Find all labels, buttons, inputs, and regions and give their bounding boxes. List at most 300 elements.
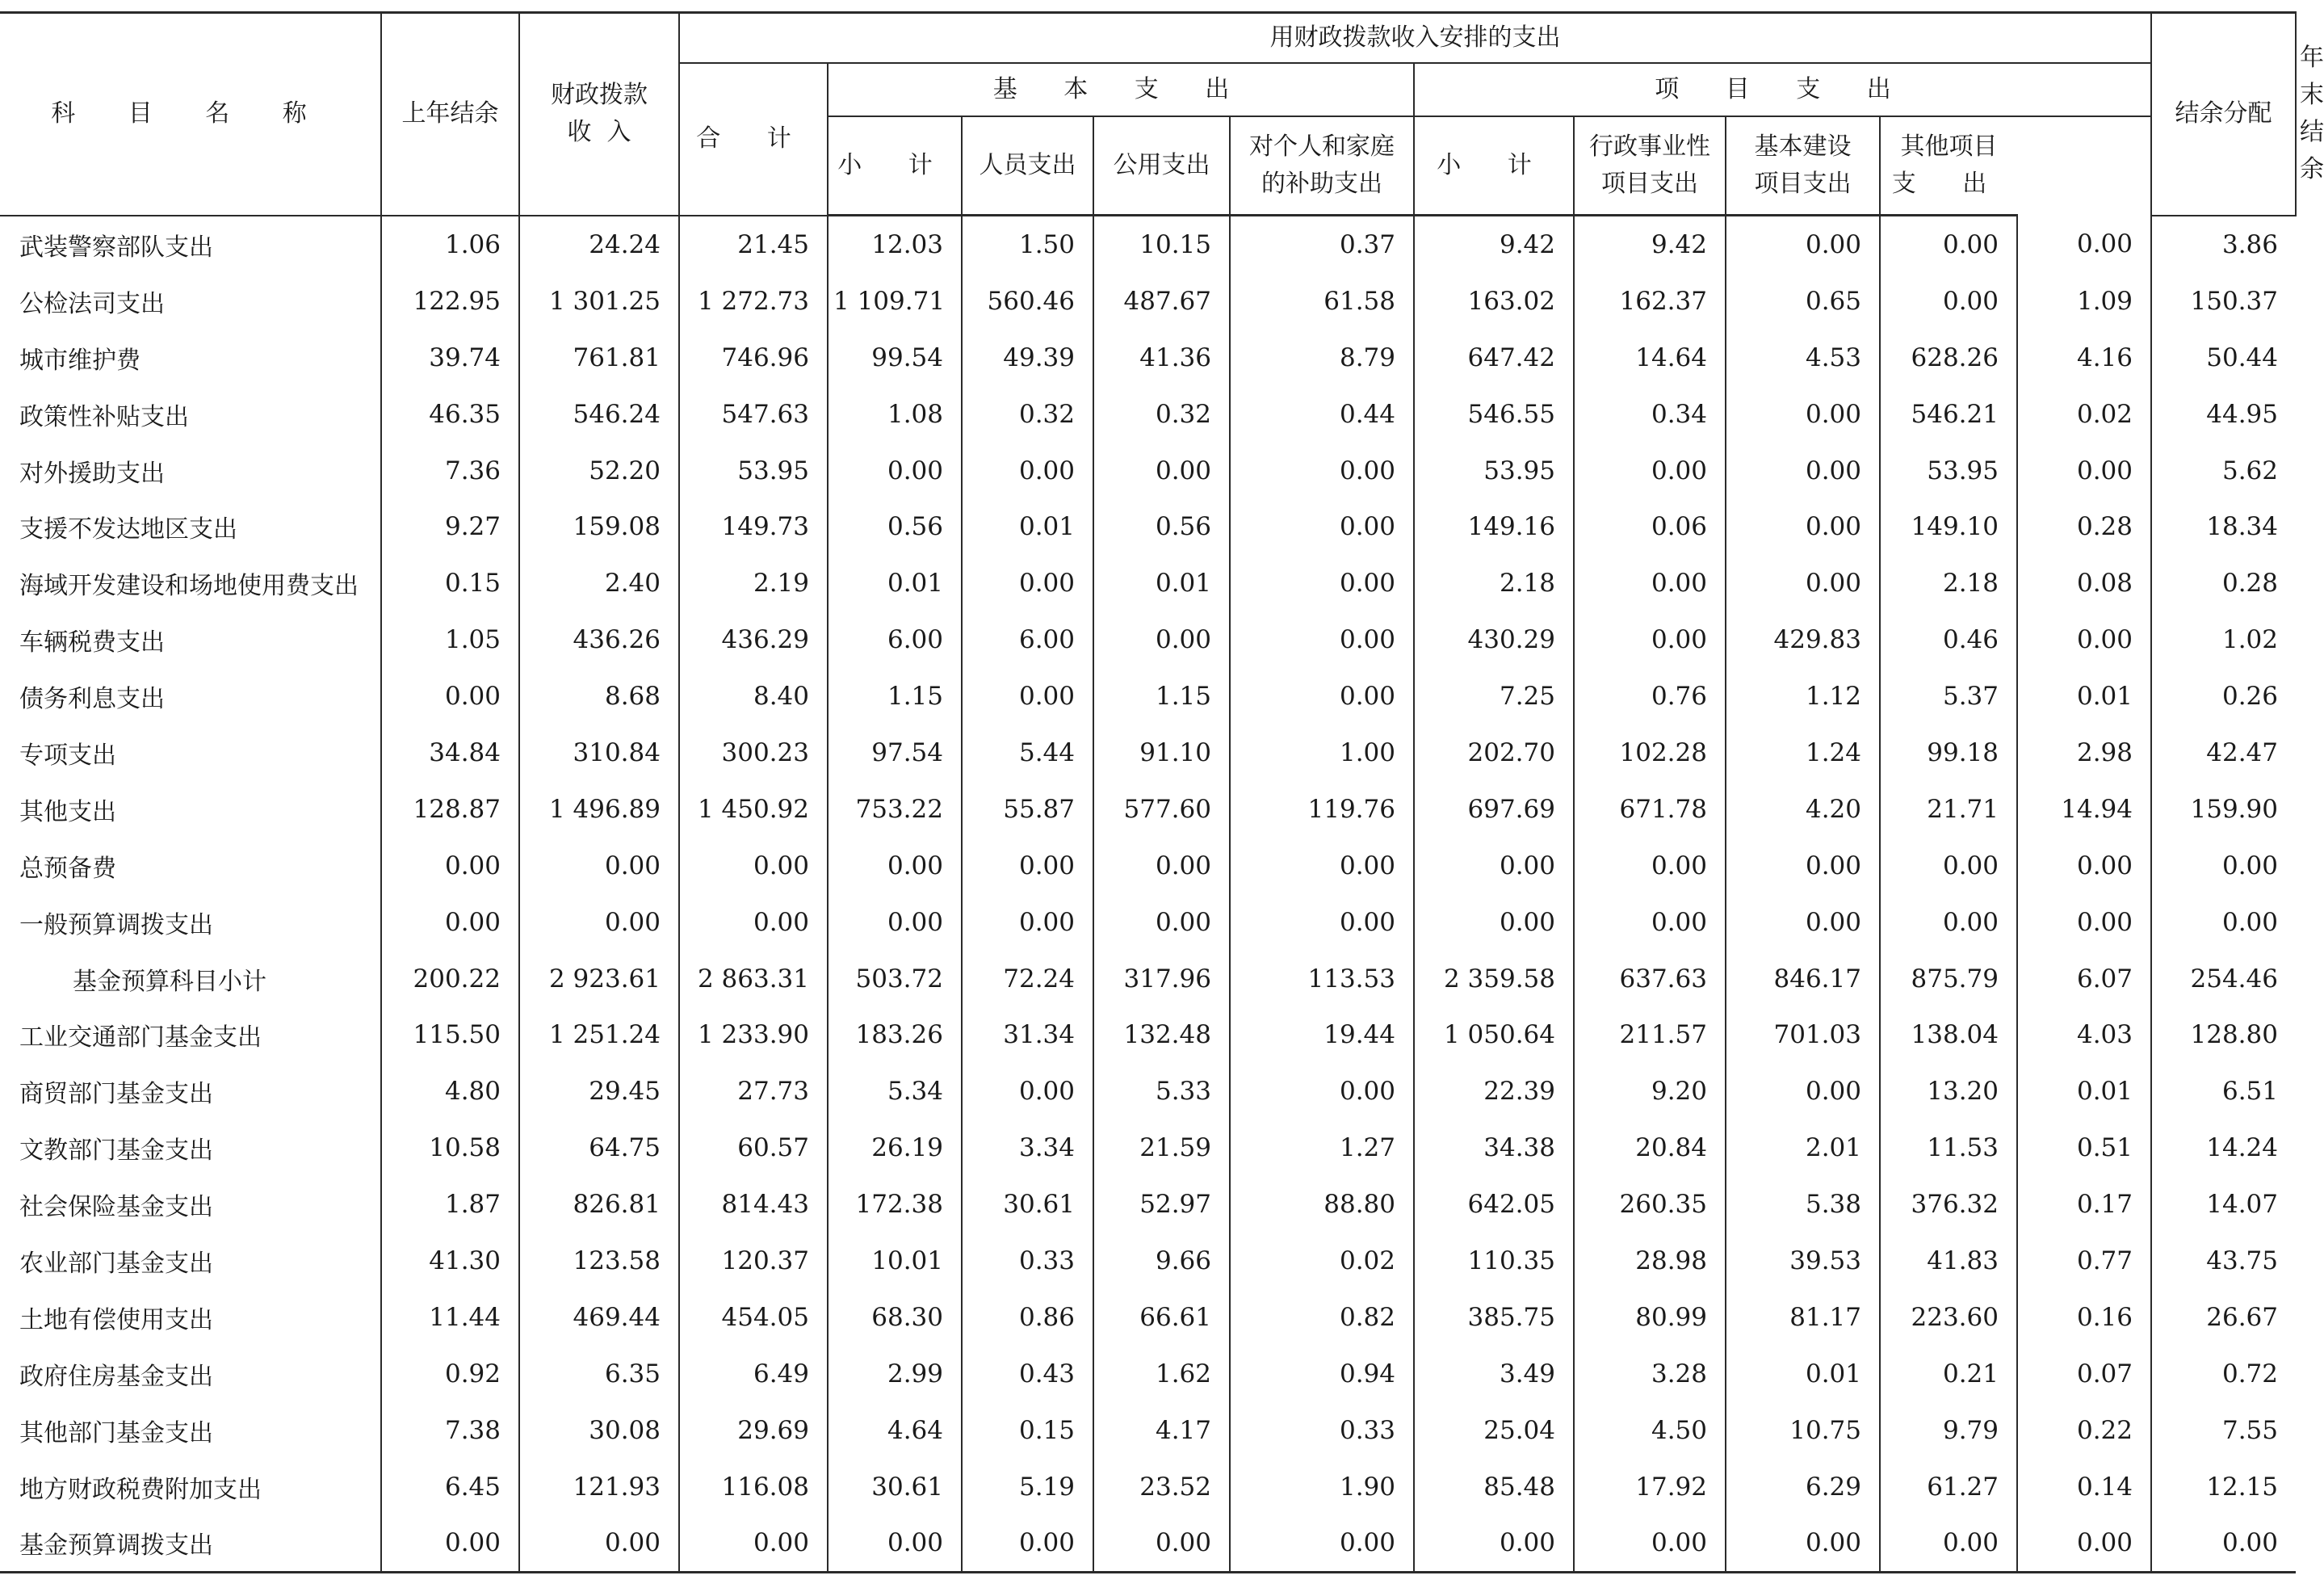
row-value-cell: 1 251.24 — [519, 1006, 679, 1063]
row-value-cell: 8.79 — [1230, 330, 1414, 386]
row-value-cell: 1.06 — [381, 216, 519, 273]
row-subject-name: 一般预算调拨支出 — [19, 910, 213, 939]
row-value-cell: 0.51 — [2017, 1120, 2151, 1176]
row-subject-name: 其他部门基金支出 — [19, 1418, 213, 1447]
row-value-cell: 503.72 — [828, 951, 962, 1007]
row-value-cell: 0.00 — [381, 838, 519, 894]
row-value-cell: 0.28 — [2017, 498, 2151, 555]
row-value-cell: 0.01 — [2017, 668, 2151, 725]
row-value-cell: 560.46 — [962, 273, 1093, 330]
row-value-cell: 7.36 — [381, 443, 519, 499]
row-value-cell: 0.00 — [1414, 894, 1574, 951]
row-value-cell: 17.92 — [1574, 1459, 1726, 1515]
row-value-cell: 99.54 — [828, 330, 962, 386]
row-value-cell: 102.28 — [1574, 725, 1726, 781]
row-value-cell: 115.50 — [381, 1006, 519, 1063]
row-value-cell: 846.17 — [1726, 951, 1880, 1007]
header-project-subtotal: 小 计 — [1414, 116, 1574, 216]
row-value-cell: 119.76 — [1230, 781, 1414, 838]
row-value-cell: 0.01 — [962, 498, 1093, 555]
row-value-cell: 0.32 — [1093, 386, 1230, 443]
header-subject-name: 科 目 名 称 — [0, 13, 381, 216]
row-value-cell: 34.84 — [381, 725, 519, 781]
row-subject-name: 工业交通部门基金支出 — [19, 1023, 262, 1052]
row-value-cell: 43.75 — [2151, 1233, 2296, 1289]
row-value-cell: 159.08 — [519, 498, 679, 555]
row-value-cell: 85.48 — [1414, 1459, 1574, 1515]
row-value-cell: 2.01 — [1726, 1120, 1880, 1176]
row-subject-name: 农业部门基金支出 — [19, 1249, 213, 1278]
row-value-cell: 5.19 — [962, 1459, 1093, 1515]
row-subject-name: 对外援助支出 — [19, 459, 165, 488]
row-value-cell: 19.44 — [1230, 1006, 1414, 1063]
row-value-cell: 9.20 — [1574, 1063, 1726, 1120]
row-value-cell: 10.01 — [828, 1233, 962, 1289]
row-value-cell: 436.26 — [519, 611, 679, 668]
table-row — [0, 443, 2296, 499]
table-row — [0, 555, 2296, 611]
row-value-cell: 10.15 — [1093, 216, 1230, 273]
row-value-cell: 0.16 — [2017, 1289, 2151, 1346]
row-subject-name: 总预备费 — [19, 854, 116, 883]
row-value-cell: 1.15 — [828, 668, 962, 725]
row-value-cell: 260.35 — [1574, 1176, 1726, 1233]
row-value-cell: 30.61 — [962, 1176, 1093, 1233]
row-value-cell: 254.46 — [2151, 951, 2296, 1007]
header-fiscal-income: 财政拨款 收 入 — [519, 13, 679, 216]
row-value-cell: 0.00 — [519, 838, 679, 894]
row-value-cell: 2 359.58 — [1414, 951, 1574, 1007]
row-value-cell: 0.15 — [381, 555, 519, 611]
row-value-cell: 1 233.90 — [679, 1006, 828, 1063]
row-value-cell: 1.09 — [2017, 273, 2151, 330]
row-value-cell: 4.03 — [2017, 1006, 2151, 1063]
row-value-cell: 0.32 — [962, 386, 1093, 443]
row-value-cell: 0.00 — [1574, 1514, 1726, 1572]
row-value-cell: 21.71 — [1880, 781, 2017, 838]
row-subject-name: 车辆税费支出 — [19, 628, 165, 657]
row-value-cell: 0.00 — [1574, 838, 1726, 894]
row-value-cell: 454.05 — [679, 1289, 828, 1346]
row-value-cell: 0.33 — [962, 1233, 1093, 1289]
row-value-cell: 200.22 — [381, 951, 519, 1007]
row-value-cell: 0.00 — [2151, 894, 2296, 951]
row-value-cell: 52.97 — [1093, 1176, 1230, 1233]
row-value-cell: 0.00 — [1726, 838, 1880, 894]
row-value-cell: 1 109.71 — [828, 273, 962, 330]
row-value-cell: 0.00 — [1574, 443, 1726, 499]
row-value-cell: 128.87 — [381, 781, 519, 838]
row-value-cell: 5.38 — [1726, 1176, 1880, 1233]
row-value-cell: 0.00 — [679, 894, 828, 951]
row-value-cell: 14.24 — [2151, 1120, 2296, 1176]
row-value-cell: 14.64 — [1574, 330, 1726, 386]
table-row — [0, 386, 2296, 443]
header-other-project: 其他项目 支 出 — [1880, 116, 2017, 216]
row-value-cell: 0.00 — [381, 894, 519, 951]
row-value-cell: 3.34 — [962, 1120, 1093, 1176]
row-value-cell: 300.23 — [679, 725, 828, 781]
row-value-cell: 1.24 — [1726, 725, 1880, 781]
row-value-cell: 0.46 — [1880, 611, 2017, 668]
row-value-cell: 25.04 — [1414, 1402, 1574, 1459]
row-subject-name: 文教部门基金支出 — [19, 1136, 213, 1166]
row-value-cell: 0.00 — [2017, 1514, 2151, 1572]
row-value-cell: 0.28 — [2151, 555, 2296, 611]
row-value-cell: 211.57 — [1574, 1006, 1726, 1063]
row-value-cell: 7.55 — [2151, 1402, 2296, 1459]
row-value-cell: 12.15 — [2151, 1459, 2296, 1515]
row-value-cell: 0.00 — [1093, 443, 1230, 499]
table-row — [0, 1459, 2296, 1515]
row-value-cell: 2.98 — [2017, 725, 2151, 781]
row-value-cell: 22.39 — [1414, 1063, 1574, 1120]
row-value-cell: 6.49 — [679, 1346, 828, 1402]
header-admin-project: 行政事业性 项目支出 — [1574, 116, 1726, 216]
table-row — [0, 1063, 2296, 1120]
row-value-cell: 52.20 — [519, 443, 679, 499]
table-row — [0, 838, 2296, 894]
row-value-cell: 21.59 — [1093, 1120, 1230, 1176]
row-value-cell: 223.60 — [1880, 1289, 2017, 1346]
row-value-cell: 149.10 — [1880, 498, 2017, 555]
header-personnel: 人员支出 — [962, 116, 1093, 216]
row-value-cell: 0.56 — [1093, 498, 1230, 555]
row-value-cell: 31.34 — [962, 1006, 1093, 1063]
row-value-cell: 7.38 — [381, 1402, 519, 1459]
row-value-cell: 91.10 — [1093, 725, 1230, 781]
row-value-cell: 24.24 — [519, 216, 679, 273]
row-value-cell: 546.55 — [1414, 386, 1574, 443]
row-value-cell: 0.00 — [1093, 894, 1230, 951]
row-value-cell: 10.58 — [381, 1120, 519, 1176]
row-value-cell: 0.00 — [1230, 443, 1414, 499]
row-value-cell: 0.65 — [1726, 273, 1880, 330]
row-value-cell: 0.77 — [2017, 1233, 2151, 1289]
row-value-cell: 81.17 — [1726, 1289, 1880, 1346]
row-value-cell: 0.00 — [962, 1063, 1093, 1120]
row-value-cell: 875.79 — [1880, 951, 2017, 1007]
row-value-cell: 0.15 — [962, 1402, 1093, 1459]
row-value-cell: 14.94 — [2017, 781, 2151, 838]
header-basic-group: 基 本 支 出 — [828, 63, 1414, 116]
row-value-cell: 61.58 — [1230, 273, 1414, 330]
header-subsidy: 对个人和家庭 的补助支出 — [1230, 116, 1414, 216]
row-value-cell: 0.00 — [1726, 386, 1880, 443]
row-value-cell: 64.75 — [519, 1120, 679, 1176]
row-value-cell: 149.73 — [679, 498, 828, 555]
row-value-cell: 5.62 — [2151, 443, 2296, 499]
row-value-cell: 0.92 — [381, 1346, 519, 1402]
row-value-cell: 0.00 — [2017, 838, 2151, 894]
row-subject-name: 基金预算科目小计 — [73, 967, 266, 996]
row-value-cell: 0.00 — [1230, 894, 1414, 951]
row-value-cell: 20.84 — [1574, 1120, 1726, 1176]
row-value-cell: 9.79 — [1880, 1402, 2017, 1459]
row-value-cell: 0.00 — [1230, 1063, 1414, 1120]
table-row — [0, 273, 2296, 330]
row-value-cell: 0.00 — [2017, 894, 2151, 951]
row-value-cell: 0.00 — [962, 555, 1093, 611]
row-value-cell: 53.95 — [1414, 443, 1574, 499]
row-value-cell: 5.33 — [1093, 1063, 1230, 1120]
row-value-cell: 647.42 — [1414, 330, 1574, 386]
row-subject-name: 公检法司支出 — [19, 289, 165, 318]
header-total: 合 计 — [679, 63, 828, 216]
table-row — [0, 1233, 2296, 1289]
table-row — [0, 951, 2296, 1007]
row-value-cell: 61.27 — [1880, 1459, 2017, 1515]
header-project-group: 项 目 支 出 — [1414, 63, 2151, 116]
row-value-cell: 18.34 — [2151, 498, 2296, 555]
row-value-cell: 1.08 — [828, 386, 962, 443]
row-value-cell: 0.00 — [1726, 1063, 1880, 1120]
row-subject-name: 社会保险基金支出 — [19, 1193, 213, 1222]
table-row — [0, 1006, 2296, 1063]
row-value-cell: 0.00 — [679, 838, 828, 894]
table-row — [0, 498, 2296, 555]
row-value-cell: 0.00 — [2151, 1514, 2296, 1572]
row-value-cell: 1.02 — [2151, 611, 2296, 668]
row-value-cell: 0.00 — [1880, 216, 2017, 273]
row-value-cell: 1 272.73 — [679, 273, 828, 330]
row-value-cell: 546.21 — [1880, 386, 2017, 443]
row-value-cell: 11.53 — [1880, 1120, 2017, 1176]
row-value-cell: 116.08 — [679, 1459, 828, 1515]
row-value-cell: 429.83 — [1726, 611, 1880, 668]
table-row — [0, 1402, 2296, 1459]
row-value-cell: 110.35 — [1414, 1233, 1574, 1289]
row-value-cell: 30.08 — [519, 1402, 679, 1459]
row-value-cell: 0.00 — [1726, 894, 1880, 951]
row-value-cell: 6.07 — [2017, 951, 2151, 1007]
row-value-cell: 3.28 — [1574, 1346, 1726, 1402]
row-subject-name: 政策性补贴支出 — [19, 402, 189, 431]
row-value-cell: 4.64 — [828, 1402, 962, 1459]
row-value-cell: 0.07 — [2017, 1346, 2151, 1402]
row-value-cell: 0.00 — [1230, 838, 1414, 894]
row-value-cell: 753.22 — [828, 781, 962, 838]
row-value-cell: 1.12 — [1726, 668, 1880, 725]
row-value-cell: 0.00 — [962, 668, 1093, 725]
row-value-cell: 9.42 — [1414, 216, 1574, 273]
table-row — [0, 725, 2296, 781]
table-row — [0, 611, 2296, 668]
row-value-cell: 317.96 — [1093, 951, 1230, 1007]
row-value-cell: 436.29 — [679, 611, 828, 668]
row-value-cell: 0.00 — [1230, 611, 1414, 668]
row-subject-name: 土地有偿使用支出 — [19, 1305, 213, 1334]
row-value-cell: 4.50 — [1574, 1402, 1726, 1459]
budget-expenditure-table — [0, 11, 2324, 1573]
row-value-cell: 0.00 — [1093, 1514, 1230, 1572]
row-value-cell: 546.24 — [519, 386, 679, 443]
row-value-cell: 0.00 — [1726, 498, 1880, 555]
row-value-cell: 6.00 — [962, 611, 1093, 668]
row-value-cell: 138.04 — [1880, 1006, 2017, 1063]
row-value-cell: 39.53 — [1726, 1233, 1880, 1289]
row-value-cell: 761.81 — [519, 330, 679, 386]
row-value-cell: 30.61 — [828, 1459, 962, 1515]
table-row — [0, 781, 2296, 838]
row-value-cell: 14.07 — [2151, 1176, 2296, 1233]
row-value-cell: 9.42 — [1574, 216, 1726, 273]
row-value-cell: 0.26 — [2151, 668, 2296, 725]
table-row — [0, 668, 2296, 725]
row-value-cell: 6.35 — [519, 1346, 679, 1402]
row-value-cell: 0.00 — [2017, 216, 2151, 273]
row-value-cell: 28.98 — [1574, 1233, 1726, 1289]
table-row — [0, 1514, 2296, 1572]
row-value-cell: 122.95 — [381, 273, 519, 330]
row-value-cell: 0.00 — [1574, 611, 1726, 668]
row-value-cell: 1.00 — [1230, 725, 1414, 781]
row-value-cell: 0.01 — [1093, 555, 1230, 611]
row-value-cell: 1.27 — [1230, 1120, 1414, 1176]
row-value-cell: 29.45 — [519, 1063, 679, 1120]
row-value-cell: 0.00 — [828, 894, 962, 951]
row-value-cell: 0.00 — [1230, 668, 1414, 725]
row-value-cell: 1 050.64 — [1414, 1006, 1574, 1063]
row-value-cell: 6.51 — [2151, 1063, 2296, 1120]
row-value-cell: 430.29 — [1414, 611, 1574, 668]
row-value-cell: 2 863.31 — [679, 951, 828, 1007]
row-value-cell: 0.00 — [1230, 555, 1414, 611]
row-value-cell: 0.00 — [679, 1514, 828, 1572]
row-value-cell: 1.15 — [1093, 668, 1230, 725]
row-value-cell: 0.00 — [962, 838, 1093, 894]
row-value-cell: 0.82 — [1230, 1289, 1414, 1346]
header-public: 公用支出 — [1093, 116, 1230, 216]
row-value-cell: 1.62 — [1093, 1346, 1230, 1402]
row-value-cell: 46.35 — [381, 386, 519, 443]
row-value-cell: 4.53 — [1726, 330, 1880, 386]
table-row — [0, 1289, 2296, 1346]
row-value-cell: 42.47 — [2151, 725, 2296, 781]
row-value-cell: 6.29 — [1726, 1459, 1880, 1515]
row-value-cell: 0.00 — [1574, 894, 1726, 951]
row-value-cell: 0.00 — [1574, 555, 1726, 611]
row-value-cell: 8.68 — [519, 668, 679, 725]
row-value-cell: 9.27 — [381, 498, 519, 555]
budget-expenditure-table-sheet — [0, 11, 2324, 1573]
row-value-cell: 0.00 — [828, 838, 962, 894]
row-value-cell: 0.00 — [962, 1514, 1093, 1572]
row-value-cell: 9.66 — [1093, 1233, 1230, 1289]
table-row — [0, 1346, 2296, 1402]
row-subject-name: 海域开发建设和场地使用费支出 — [19, 572, 359, 601]
row-value-cell: 0.00 — [1093, 611, 1230, 668]
row-value-cell: 0.00 — [1880, 1514, 2017, 1572]
row-value-cell: 0.21 — [1880, 1346, 2017, 1402]
row-subject-name: 城市维护费 — [19, 346, 141, 375]
row-value-cell: 577.60 — [1093, 781, 1230, 838]
row-value-cell: 97.54 — [828, 725, 962, 781]
table-row — [0, 330, 2296, 386]
row-value-cell: 50.44 — [2151, 330, 2296, 386]
row-subject-name: 支援不发达地区支出 — [19, 515, 237, 544]
row-value-cell: 2.19 — [679, 555, 828, 611]
row-value-cell: 26.19 — [828, 1120, 962, 1176]
row-value-cell: 0.00 — [828, 1514, 962, 1572]
row-value-cell: 2.99 — [828, 1346, 962, 1402]
row-value-cell: 1 450.92 — [679, 781, 828, 838]
row-value-cell: 27.73 — [679, 1063, 828, 1120]
row-value-cell: 1.87 — [381, 1176, 519, 1233]
row-value-cell: 547.63 — [679, 386, 828, 443]
row-value-cell: 149.16 — [1414, 498, 1574, 555]
table-row — [0, 894, 2296, 951]
row-value-cell: 23.52 — [1093, 1459, 1230, 1515]
row-value-cell: 128.80 — [2151, 1006, 2296, 1063]
row-value-cell: 41.30 — [381, 1233, 519, 1289]
row-value-cell: 29.69 — [679, 1402, 828, 1459]
row-value-cell: 6.45 — [381, 1459, 519, 1515]
row-subject-name: 专项支出 — [19, 741, 116, 770]
row-value-cell: 0.00 — [962, 894, 1093, 951]
row-value-cell: 2 923.61 — [519, 951, 679, 1007]
row-value-cell: 3.86 — [2151, 216, 2296, 273]
row-value-cell: 72.24 — [962, 951, 1093, 1007]
row-value-cell: 41.83 — [1880, 1233, 2017, 1289]
row-value-cell: 11.44 — [381, 1289, 519, 1346]
row-value-cell: 183.26 — [828, 1006, 962, 1063]
row-value-cell: 469.44 — [519, 1289, 679, 1346]
row-value-cell: 0.02 — [2017, 386, 2151, 443]
header-surplus-allocation: 结余分配 — [2151, 13, 2296, 216]
row-value-cell: 0.14 — [2017, 1459, 2151, 1515]
table-row — [0, 1176, 2296, 1233]
row-subject-name: 债务利息支出 — [19, 685, 165, 714]
row-value-cell: 0.00 — [962, 443, 1093, 499]
row-value-cell: 159.90 — [2151, 781, 2296, 838]
row-value-cell: 385.75 — [1414, 1289, 1574, 1346]
row-value-cell: 701.03 — [1726, 1006, 1880, 1063]
row-value-cell: 53.95 — [1880, 443, 2017, 499]
row-value-cell: 7.25 — [1414, 668, 1574, 725]
table-row — [0, 1120, 2296, 1176]
row-value-cell: 0.00 — [1726, 443, 1880, 499]
row-value-cell: 0.00 — [519, 1514, 679, 1572]
row-value-cell: 120.37 — [679, 1233, 828, 1289]
row-value-cell: 642.05 — [1414, 1176, 1574, 1233]
row-value-cell: 34.38 — [1414, 1120, 1574, 1176]
row-value-cell: 4.17 — [1093, 1402, 1230, 1459]
row-value-cell: 13.20 — [1880, 1063, 2017, 1120]
row-value-cell: 53.95 — [679, 443, 828, 499]
row-value-cell: 0.33 — [1230, 1402, 1414, 1459]
row-value-cell: 39.74 — [381, 330, 519, 386]
row-value-cell: 376.32 — [1880, 1176, 2017, 1233]
row-value-cell: 0.22 — [2017, 1402, 2151, 1459]
row-value-cell: 0.00 — [1880, 838, 2017, 894]
row-value-cell: 123.58 — [519, 1233, 679, 1289]
row-value-cell: 487.67 — [1093, 273, 1230, 330]
row-value-cell: 0.34 — [1574, 386, 1726, 443]
row-value-cell: 202.70 — [1414, 725, 1574, 781]
row-subject-name: 政府住房基金支出 — [19, 1362, 213, 1391]
row-value-cell: 26.67 — [2151, 1289, 2296, 1346]
row-value-cell: 5.37 — [1880, 668, 2017, 725]
row-value-cell: 0.01 — [2017, 1063, 2151, 1120]
row-value-cell: 2.40 — [519, 555, 679, 611]
row-value-cell: 0.01 — [1726, 1346, 1880, 1402]
row-value-cell: 150.37 — [2151, 273, 2296, 330]
row-value-cell: 0.00 — [1880, 273, 2017, 330]
row-value-cell: 10.75 — [1726, 1402, 1880, 1459]
row-value-cell: 0.37 — [1230, 216, 1414, 273]
row-value-cell: 1.90 — [1230, 1459, 1414, 1515]
